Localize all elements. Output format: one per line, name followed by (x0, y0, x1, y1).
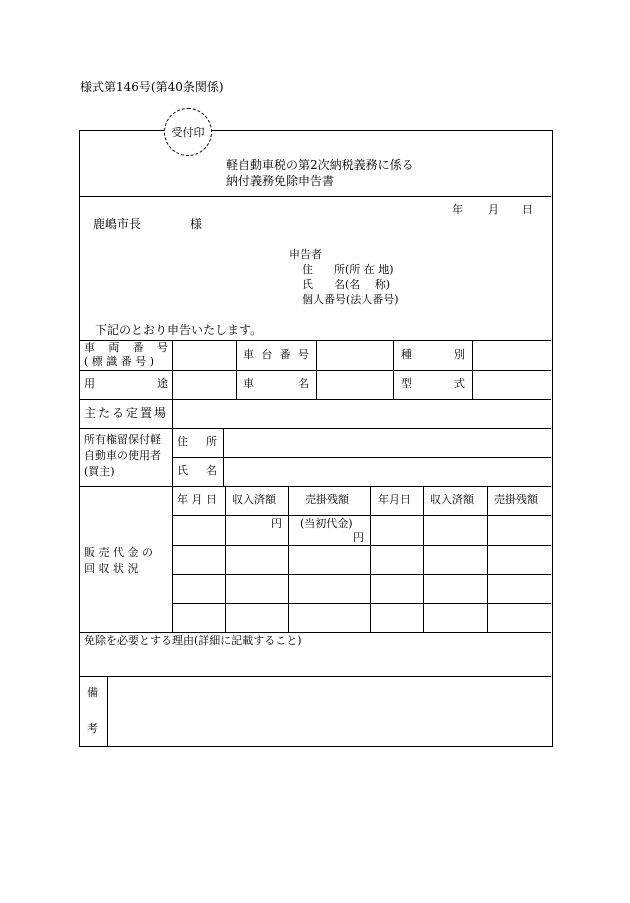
user-address-label: 住 所 (177, 435, 217, 448)
col-date: 年 月 日 (177, 493, 217, 506)
grid-line (370, 486, 371, 632)
addressee-honorific: 様 (190, 217, 203, 231)
date-year: 年 (452, 203, 463, 216)
applicant-address-label-a: 住 (302, 263, 313, 276)
col-receivable-2: 売掛残額 (494, 493, 538, 506)
grid-line (80, 676, 551, 677)
statement: 下記のとおり申告いたします。 (95, 323, 263, 337)
date-day: 日 (522, 203, 533, 216)
plate-number-label: ( 標 識 番 号 ) (84, 355, 155, 368)
remarks-label-b: 考 (87, 722, 98, 735)
title-line-1: 軽自動車税の第2次納税義務に係る (226, 158, 414, 172)
chassis-number-label: 車 台 番 号 (243, 348, 309, 361)
vehicle-number-label: 車 両 番 号 (84, 341, 168, 354)
initial-price-label: (当初代金) (300, 517, 353, 530)
grid-line (393, 340, 394, 399)
grid-line (107, 676, 108, 746)
grid-line (423, 486, 424, 632)
user-label-line-2: 自動車の使用者 (84, 449, 161, 462)
grid-line (236, 340, 237, 399)
grid-line (223, 428, 224, 486)
grid-line (316, 340, 317, 399)
user-label-line-1: 所有権留保付軽 (84, 433, 161, 446)
yen-unit: 円 (271, 517, 282, 530)
date-month: 月 (488, 203, 499, 216)
grid-line (80, 486, 551, 487)
grid-line (172, 603, 551, 604)
title-line-2: 納付義務免除申告書 (226, 174, 335, 188)
grid-line (172, 340, 173, 399)
yen-unit-2: 円 (353, 531, 364, 544)
grid-line (172, 428, 173, 486)
applicant-address-label-b: 所(所 在 地) (334, 263, 394, 276)
sales-label-line-2: 回 収 状 況 (84, 562, 139, 575)
reason-label: 免除を必要とする理由(詳細に記載すること) (84, 634, 302, 647)
user-label-line-3: (買主) (84, 465, 115, 478)
grid-line (172, 399, 173, 428)
grid-line (80, 399, 551, 400)
col-receivable: 売掛残額 (305, 493, 349, 506)
applicant-name-label-b: 名(名 称) (334, 278, 391, 291)
addressee-name: 鹿嶋市長 (93, 217, 142, 231)
grid-line (288, 486, 289, 632)
form-number: 様式第146号(第40条関係) (80, 80, 224, 94)
grid-line (172, 515, 551, 516)
applicant-number-label: 個人番号(法人番号) (302, 293, 399, 306)
reception-stamp-area (164, 108, 212, 156)
remarks-label-a: 備 (87, 686, 98, 699)
grid-line (487, 486, 488, 632)
applicant-name-label-a: 氏 (302, 278, 313, 291)
grid-line (172, 486, 173, 632)
vehicle-name-label: 車 名 (243, 377, 309, 390)
grid-line (172, 574, 551, 575)
col-received-2: 収入済額 (430, 493, 474, 506)
grid-line (172, 457, 551, 458)
grid-line (80, 428, 551, 429)
applicant-heading: 申告者 (289, 248, 322, 261)
stamp-label: 受付印 (171, 126, 205, 139)
model-label: 型 式 (401, 377, 465, 390)
grid-line (472, 340, 473, 399)
grid-line (172, 545, 551, 546)
storage-place-label: 主たる定置場 (84, 406, 169, 420)
grid-line (225, 486, 226, 632)
sales-label-line-1: 販 売 代 金 の (84, 546, 153, 559)
kind-label: 種 別 (401, 348, 465, 361)
title-divider (80, 196, 551, 197)
user-name-label: 氏 名 (177, 464, 217, 477)
use-label: 用 途 (84, 377, 168, 390)
col-received: 収入済額 (232, 493, 276, 506)
grid-line (80, 632, 551, 633)
col-date-2: 年月日 (378, 493, 411, 506)
